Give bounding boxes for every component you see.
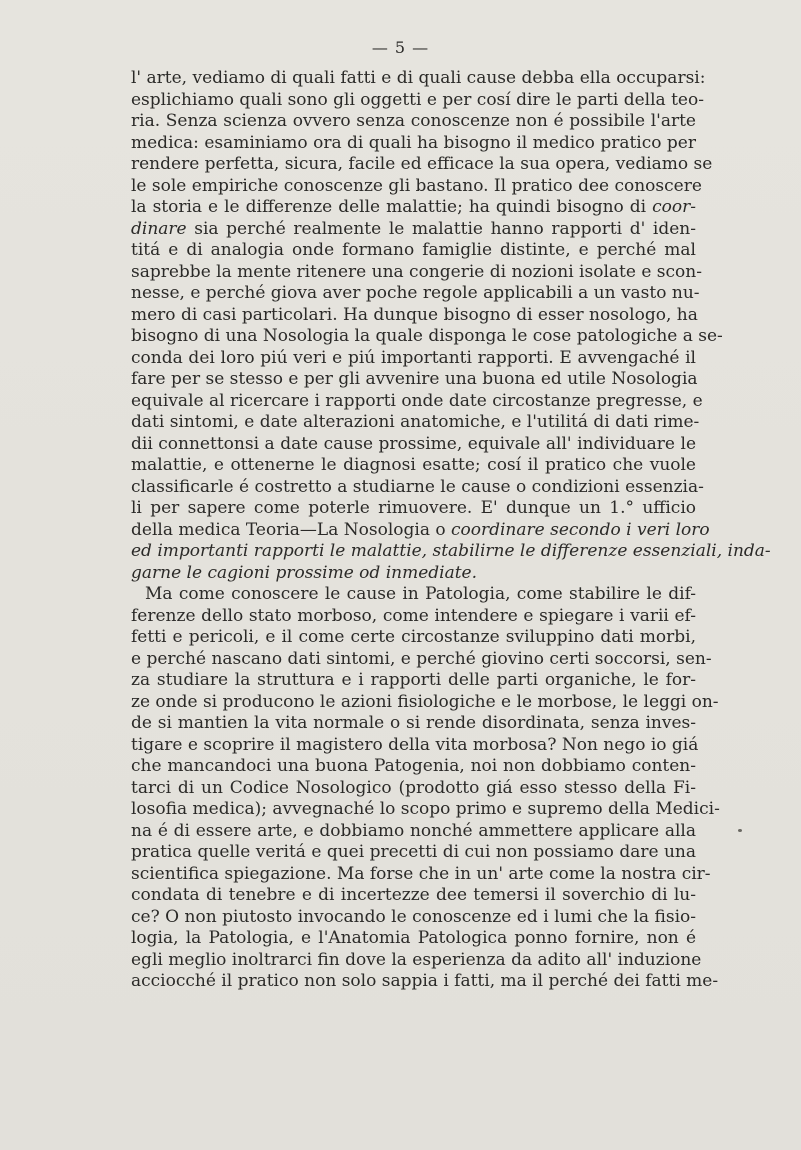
text-run: le sole empiriche conoscenze gli bastano. Il pratico dee conoscere: [131, 175, 702, 196]
text-run: tigare e scoprire il magistero della vita morbosa? Non nego io giá: [131, 734, 699, 755]
text-run: egli meglio inoltrarci fin dove la esperienza da adito all' induzione: [131, 949, 702, 970]
text-line: [131, 842, 696, 864]
text-line: [131, 412, 700, 434]
text-run: bisogno di una Nosologia la quale disponga le cose patologiche a se-: [131, 326, 723, 346]
text-run: Ma come conoscere le cause in Patologia, come stabilire le dif-: [145, 584, 696, 604]
text-run: losofia medica); avvegnaché lo scopo primo e supremo della Medici-: [131, 799, 720, 819]
text-line: [131, 971, 719, 993]
text-line: [131, 885, 696, 907]
text-line: [131, 476, 704, 499]
text-line: [131, 89, 704, 112]
text-line: [131, 498, 696, 520]
text-line: [131, 154, 713, 176]
text-line: [131, 305, 696, 327]
text-line: [131, 348, 696, 370]
text-run: della medica Teoria—La Nosologia o: [131, 519, 451, 540]
text-run: ce? O non piutosto invocando le conoscenze ed i lumi che la fisio-: [131, 906, 696, 927]
italic-text: ed importanti rapporti le malattie, stabilirne le differenze essenziali, inda-: [131, 541, 771, 561]
text-run: dati sintomi, e date alterazioni anatomiche, e l'utilitá di dati rime-: [131, 412, 700, 432]
text-line: [131, 648, 712, 671]
text-run: ria. Senza scienza ovvero senza conoscenze non é possibile l'arte: [131, 111, 696, 131]
text-run: li per sapere come poterle rimuovere. E' dunque un 1.° ufficio: [131, 498, 696, 518]
text-run: fare per se stesso e per gli avvenire una buona ed utile Nosologia: [131, 369, 698, 389]
text-run: sia perché realmente le malattie hanno rapporti d' iden-: [186, 218, 696, 239]
text-line: [131, 928, 696, 950]
text-line: [131, 799, 720, 821]
print-speck: [738, 829, 742, 832]
text-line: [131, 778, 696, 800]
text-line: [131, 197, 696, 219]
text-run: saprebbe la mente ritenere una congerie di nozioni isolate e scon-: [131, 261, 702, 282]
text-run: rendere perfetta, sicura, facile ed efficace la sua opera, vediamo se: [131, 154, 713, 174]
text-line: [131, 434, 696, 456]
text-run: pratica quelle veritá e quei precetti di cui non possiamo dare una: [131, 842, 696, 862]
text-run: nesse, e perché giova aver poche regole applicabili a un vasto nu-: [131, 283, 700, 303]
text-line: [131, 261, 702, 284]
text-line: [131, 563, 696, 585]
text-run: fetti e pericoli, e il come certe circostanze sviluppino dati morbi,: [131, 627, 696, 647]
text-run: e perché nascano dati sintomi, e perché giovino certi soccorsi, sen-: [131, 648, 712, 669]
text-line: [131, 111, 696, 133]
text-run: condata di tenebre e di incertezze dee temersi il soverchio di lu-: [131, 885, 696, 905]
text-run: l' arte, vediamo di quali fatti e di quali cause debba ella occuparsi:: [131, 68, 706, 88]
text-line: [131, 326, 723, 348]
italic-text: coor-: [652, 197, 696, 217]
text-run: acciocché il pratico non solo sappia i fatti, ma il perché dei fatti me-: [131, 971, 719, 991]
text-line: [131, 734, 699, 757]
body-text: [131, 68, 771, 993]
text-run: za studiare la struttura e i rapporti delle parti organiche, le for-: [131, 670, 696, 690]
text-run: na é di essere arte, e dobbiamo nonché ammettere applicare alla: [131, 820, 696, 841]
italic-text: dinare: [131, 218, 187, 239]
text-line: [131, 670, 696, 692]
text-run: conda dei loro piú veri e piú importanti rapporti. E avvengaché il: [131, 347, 696, 368]
text-line: [131, 863, 711, 886]
text-line: [131, 219, 696, 241]
text-run: tarci di un Codice Nosologico (prodotto giá esso stesso della Fi-: [131, 777, 696, 798]
text-run: che mancandoci una buona Patogenia, noi non dobbiamo conten-: [131, 756, 696, 776]
text-line: [131, 713, 696, 735]
text-line: [131, 691, 719, 714]
page-number: — 5 —: [371, 38, 430, 57]
text-line: [131, 390, 703, 413]
text-run: classificarle é costretto a studiarne le cause o condizioni essenzia-: [131, 476, 704, 497]
italic-text: garne le cagioni prossime od inmediate.: [131, 562, 478, 583]
text-run: medica: esaminiamo ora di quali ha bisogno il medico pratico per: [131, 132, 696, 153]
text-run: mero di casi particolari. Ha dunque bisogno di esser nosologo, ha: [131, 304, 698, 325]
text-run: de si mantien la vita normale o si rende disordinata, senza inves-: [131, 713, 696, 733]
text-run: ze onde si producono le azioni fisiologiche e le morbose, le leggi on-: [131, 691, 719, 712]
text-line: [131, 541, 771, 563]
text-run: ferenze dello stato morboso, come intendere e spiegare i varii ef-: [131, 605, 696, 626]
text-run: la storia e le differenze delle malattie; ha quindi bisogno di: [131, 197, 653, 217]
text-run: equivale al ricercare i rapporti onde date circostanze pregresse, e: [131, 390, 703, 411]
text-line: [131, 627, 696, 649]
text-line: [131, 821, 696, 843]
text-line: [131, 949, 702, 972]
text-run: logia, la Patologia, e l'Anatomia Patologica ponno fornire, non é: [131, 928, 696, 948]
text-line: [131, 455, 696, 477]
text-run: esplichiamo quali sono gli oggetti e per cosí dire le parti della teo-: [131, 89, 704, 110]
text-line: [131, 606, 696, 628]
text-line: [131, 240, 696, 262]
text-line: [131, 756, 696, 778]
text-line: [131, 369, 696, 391]
text-run: malattie, e ottenerne le diagnosi esatte; cosí il pratico che vuole: [131, 455, 696, 475]
text-line: [131, 68, 706, 90]
text-line: [131, 175, 702, 198]
text-line: [131, 584, 696, 606]
text-line: [131, 133, 696, 155]
text-line: [131, 519, 710, 542]
italic-text: coordinare secondo i veri loro: [451, 519, 710, 540]
text-line: [131, 283, 700, 305]
text-line: [131, 907, 696, 929]
text-run: dii connettonsi a date cause prossime, equivale all' individuare le: [131, 433, 696, 454]
text-run: scientifica spiegazione. Ma forse che in un' arte come la nostra cir-: [131, 863, 711, 884]
text-run: titá e di analogia onde formano famiglie distinte, e perché mal: [131, 240, 696, 260]
